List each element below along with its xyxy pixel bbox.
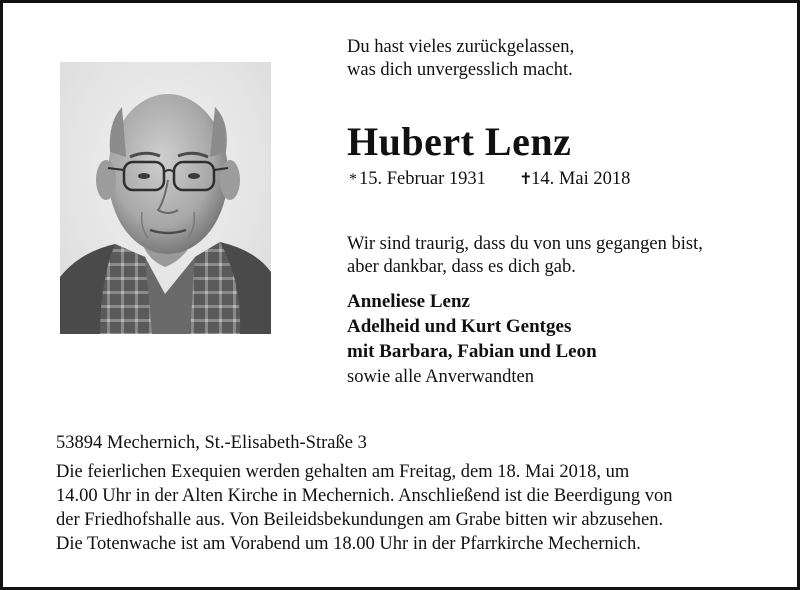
message-line-2: aber dankbar, dass es dich gab. [347,257,576,277]
birth-star-icon: * [349,171,357,188]
message-line-1: Wir sind traurig, dass du von uns gegangen bist, [347,234,703,254]
notice-line-1: Die feierlichen Exequien werden gehalten am Freitag, dem 18. Mai 2018, um [56,462,630,482]
birth-date: 15. Februar 1931 [359,169,486,189]
cross-icon: ✝ [519,171,533,188]
relatives-line: sowie alle Anverwandten [347,367,534,387]
notice-line-2: 14.00 Uhr in der Alten Kirche in Mechernich. Anschließend ist die Beerdigung von [56,486,673,506]
address: 53894 Mechernich, St.-Elisabeth-Straße 3 [56,433,367,453]
portrait-photo [60,62,271,334]
mourner-1: Anneliese Lenz [347,291,470,312]
verse-line-1: Du hast vieles zurückgelassen, [347,37,575,57]
death-date: 14. Mai 2018 [531,169,631,189]
mourner-3: mit Barbara, Fabian und Leon [347,341,597,362]
deceased-name: Hubert Lenz [347,119,572,164]
life-dates [347,168,630,191]
notice-line-3: der Friedhofshalle aus. Von Beileidsbekundungen am Grabe bitten wir abzusehen. [56,510,664,530]
verse-line-2: was dich unvergesslich macht. [347,60,573,80]
mourner-2: Adelheid und Kurt Gentges [347,316,572,337]
notice-line-4: Die Totenwache ist am Vorabend um 18.00 Uhr in der Pfarrkirche Mechernich. [56,534,641,554]
